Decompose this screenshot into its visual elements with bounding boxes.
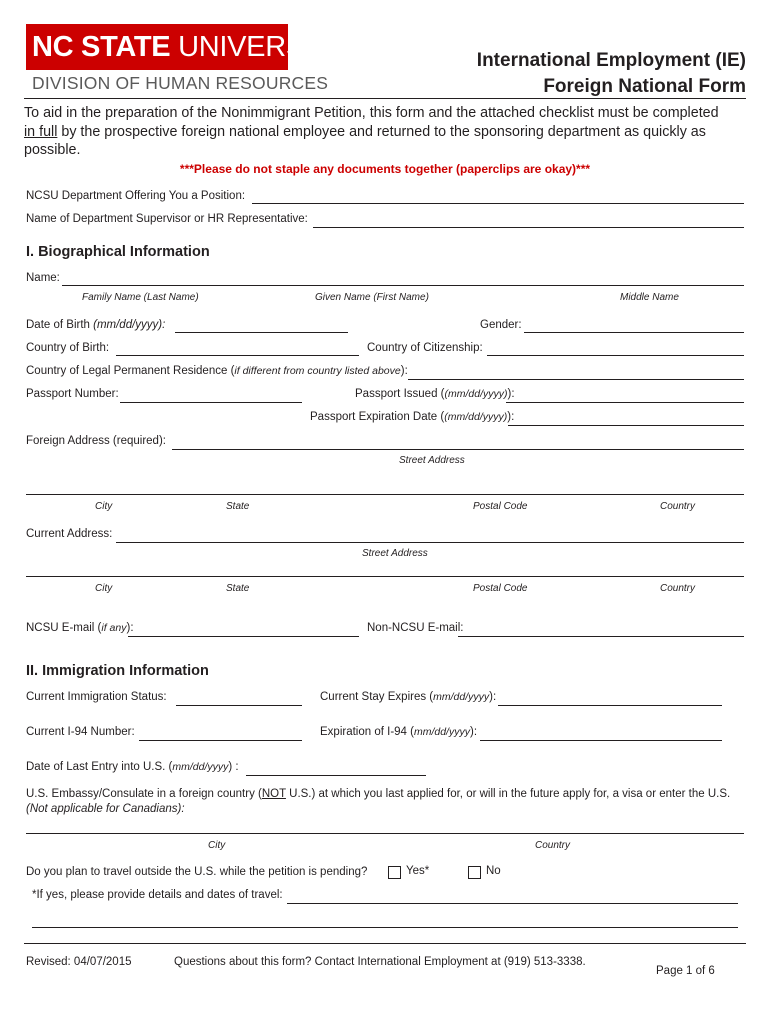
section-immigration-heading: II. Immigration Information — [26, 663, 209, 679]
i94-expiration-label: Expiration of I-94 (mm/dd/yyyy): — [320, 726, 478, 738]
dob-label: Date of Birth (mm/dd/yyyy): — [26, 319, 166, 331]
i94-number-field[interactable] — [139, 740, 302, 741]
country-birth-label: Country of Birth: — [26, 342, 110, 354]
street-address-caption: Street Address — [362, 548, 428, 559]
state-caption: State — [226, 501, 250, 512]
city-caption: City — [95, 583, 113, 594]
non-ncsu-email-label: Non-NCSU E-mail: — [367, 622, 464, 634]
state-caption: State — [226, 583, 250, 594]
passport-number-label: Passport Number: — [26, 388, 119, 400]
passport-number-field[interactable] — [120, 402, 302, 403]
last-entry-label: Date of Last Entry into U.S. (mm/dd/yyyy) : — [26, 761, 239, 773]
name-field[interactable] — [62, 285, 744, 286]
postal-code-caption: Postal Code — [473, 501, 528, 512]
non-ncsu-email-field[interactable] — [458, 636, 744, 637]
foreign-address-street-field[interactable] — [172, 449, 744, 450]
current-status-label: Current Immigration Status: — [26, 691, 167, 703]
country-citizenship-field[interactable] — [487, 355, 744, 356]
division-name: DIVISION OF HUMAN RESOURCES — [32, 73, 329, 93]
passport-expiration-label: Passport Expiration Date ((mm/dd/yyyy)): — [310, 411, 515, 423]
current-status-field[interactable] — [176, 705, 302, 706]
current-address-label: Current Address: — [26, 528, 113, 540]
embassy-field[interactable] — [26, 833, 744, 834]
current-address-street-field[interactable] — [116, 542, 744, 543]
header-divider — [24, 98, 746, 99]
country-birth-field[interactable] — [116, 355, 359, 356]
foreign-address-label: Foreign Address (required): — [26, 435, 166, 447]
i94-number-label: Current I-94 Number: — [26, 726, 135, 738]
revised-date: Revised: 04/07/2015 — [26, 956, 132, 968]
embassy-country-caption: Country — [535, 840, 571, 851]
ncsu-logo-text: NC STATE UNIVERSITY — [32, 31, 350, 63]
travel-details-label: *If yes, please provide details and dates of travel: — [32, 889, 283, 901]
passport-issued-label: Passport Issued ((mm/dd/yyyy)): — [355, 388, 515, 400]
travel-yes-checkbox[interactable] — [388, 866, 401, 879]
travel-no-checkbox[interactable] — [468, 866, 481, 879]
supervisor-label: Name of Department Supervisor or HR Representative: — [26, 213, 308, 225]
form-title-line1: International Employment (IE) — [476, 50, 746, 71]
country-residence-label: Country of Legal Permanent Residence (if different from country listed above): — [26, 365, 408, 377]
given-name-caption: Given Name (First Name) — [315, 292, 429, 303]
street-address-caption: Street Address — [399, 455, 465, 466]
page-number: Page 1 of 6 — [656, 965, 715, 977]
ncsu-email-label: NCSU E-mail (if any): — [26, 622, 134, 634]
travel-yes-label: Yes* — [406, 865, 430, 877]
gender-field[interactable] — [524, 332, 744, 333]
intro-paragraph: To aid in the preparation of the Nonimmigrant Petition, this form and the attached checklist must be completed in full by the prospective foreign national employee and returned to the sponsoring department as quickly as possible. — [24, 105, 719, 158]
department-label: NCSU Department Offering You a Position: — [26, 190, 246, 202]
travel-details-field[interactable] — [287, 903, 738, 904]
postal-code-caption: Postal Code — [473, 583, 528, 594]
last-entry-field[interactable] — [246, 775, 426, 776]
embassy-note: (Not applicable for Canadians): — [26, 803, 185, 815]
current-address-city-field[interactable] — [26, 576, 744, 577]
section-biographical-heading: I. Biographical Information — [26, 244, 210, 260]
contact-info: Questions about this form? Contact International Employment at (919) 513-3338. — [174, 956, 586, 968]
city-caption: City — [95, 501, 113, 512]
embassy-label: U.S. Embassy/Consulate in a foreign country (NOT U.S.) at which you last applied for, or will in the future apply for, a visa or enter the U.S. — [26, 788, 731, 800]
middle-name-caption: Middle Name — [620, 292, 679, 303]
department-field[interactable] — [252, 203, 744, 204]
travel-question-label: Do you plan to travel outside the U.S. while the petition is pending? — [26, 866, 368, 878]
travel-no-label: No — [486, 865, 501, 877]
name-label: Name: — [26, 272, 60, 284]
passport-expiration-field[interactable] — [508, 425, 744, 426]
dob-field[interactable] — [175, 332, 348, 333]
supervisor-field[interactable] — [313, 227, 744, 228]
family-name-caption: Family Name (Last Name) — [82, 292, 199, 303]
gender-label: Gender: — [480, 319, 522, 331]
country-caption: Country — [660, 583, 696, 594]
foreign-address-city-field[interactable] — [26, 494, 744, 495]
ncsu-email-field[interactable] — [128, 636, 359, 637]
form-title — [477, 48, 746, 100]
i94-expiration-field[interactable] — [480, 740, 722, 741]
country-caption: Country — [660, 501, 696, 512]
country-citizenship-label: Country of Citizenship: — [367, 342, 483, 354]
stay-expires-field[interactable] — [498, 705, 722, 706]
footer-divider — [24, 943, 746, 944]
form-title-line2: Foreign National Form — [543, 76, 746, 97]
country-residence-field[interactable] — [408, 379, 744, 380]
stay-expires-label: Current Stay Expires (mm/dd/yyyy): — [320, 691, 497, 703]
embassy-city-caption: City — [208, 840, 226, 851]
staple-warning: ***Please do not staple any documents together (paperclips are okay)*** — [179, 162, 591, 176]
travel-details-field-2[interactable] — [32, 927, 738, 928]
passport-issued-field[interactable] — [506, 402, 744, 403]
